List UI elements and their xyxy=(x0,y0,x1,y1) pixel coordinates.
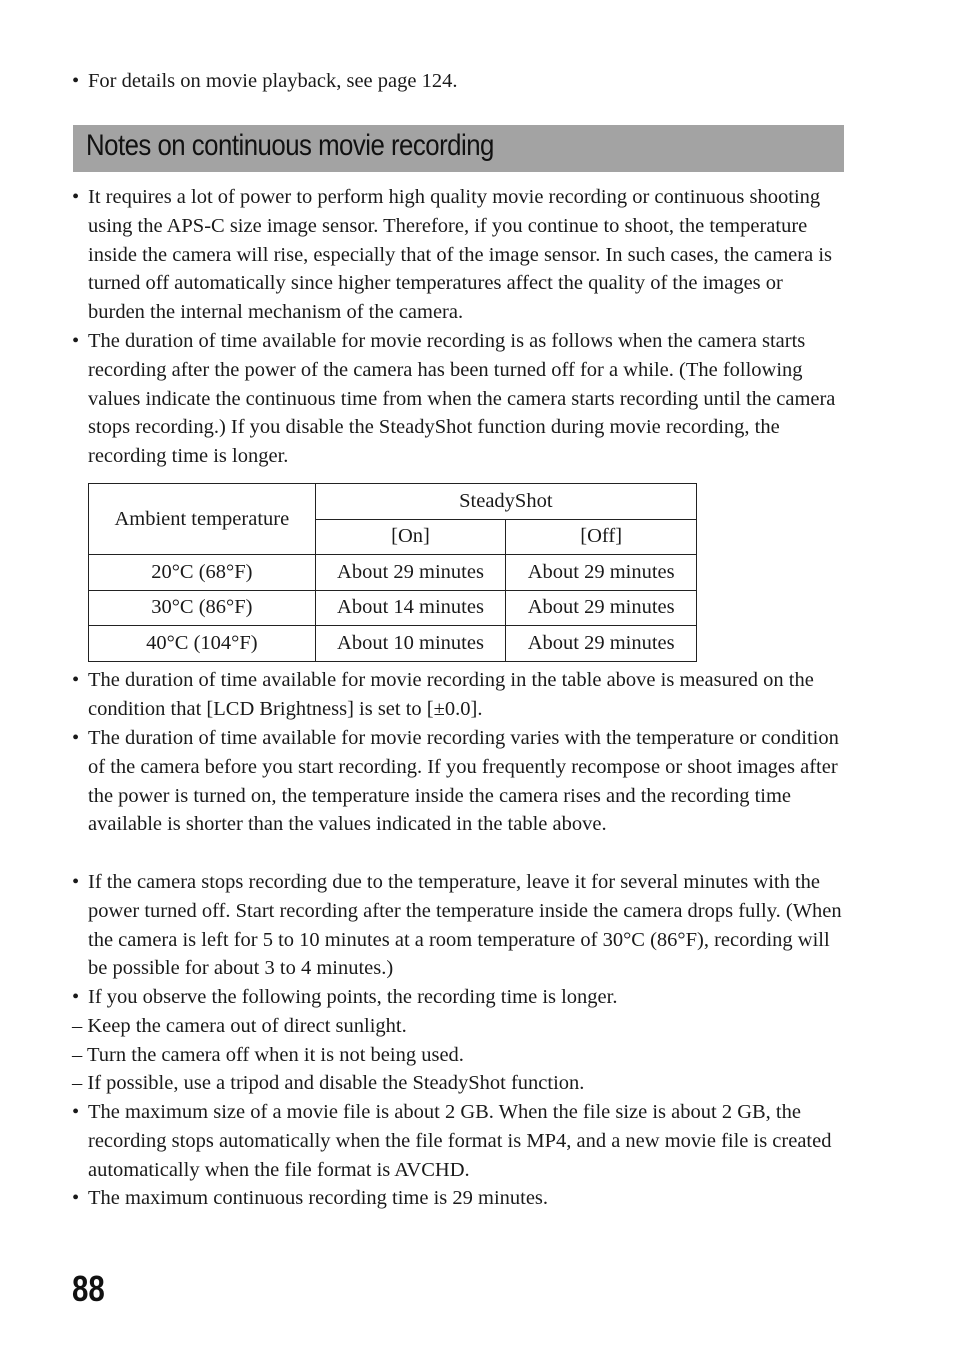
cell-on: About 14 minutes xyxy=(315,590,506,626)
bullet-text: The duration of time available for movie recording in the table above is measured on the condition that [LCD Brightness] is set to [±0.0]. xyxy=(88,669,814,720)
intro-note xyxy=(72,67,844,96)
bullet-item xyxy=(72,1184,844,1213)
cell-temperature: 20°C (68°F) xyxy=(89,555,316,591)
header-on: [On] xyxy=(315,519,506,555)
bullet-item xyxy=(72,724,844,839)
header-off: [Off] xyxy=(506,519,697,555)
cell-off: About 29 minutes xyxy=(506,590,697,626)
bullet-item xyxy=(72,983,844,1012)
table-row xyxy=(89,590,697,626)
recording-time-table xyxy=(88,483,697,662)
sub-item: – Turn the camera off when it is not being used. xyxy=(72,1044,464,1066)
cell-on: About 29 minutes xyxy=(315,555,506,591)
table-row xyxy=(89,626,697,662)
bullet-item xyxy=(72,666,844,724)
intro-note-text: For details on movie playback, see page 124. xyxy=(88,70,458,92)
cell-off: About 29 minutes xyxy=(506,626,697,662)
sub-item: – If possible, use a tripod and disable the SteadyShot function. xyxy=(72,1072,585,1094)
bullet-glyph: • xyxy=(72,186,80,208)
bullet-glyph: • xyxy=(72,727,80,749)
bullet-item xyxy=(72,327,844,471)
bullet-item xyxy=(72,868,844,983)
bullet-glyph: • xyxy=(72,871,80,893)
bullet-text: The maximum size of a movie file is about 2 GB. When the file size is about 2 GB, the recording stops automatically when the file format is MP4, and a new movie file is created automatically when the file format is AVCHD. xyxy=(88,1101,832,1181)
cell-off: About 29 minutes xyxy=(506,555,697,591)
cell-on: About 10 minutes xyxy=(315,626,506,662)
bullet-glyph: • xyxy=(72,669,80,691)
bullet-glyph: • xyxy=(72,986,80,1008)
bullet-text: If the camera stops recording due to the temperature, leave it for several minutes with the power turned off. Start recording after the temperature inside the camera drops fully. (When the camera is left for 5 to 10 minutes at a room temperature of 30°C (86°F), recording will be possible for about 3 to 4 minutes.) xyxy=(88,871,842,980)
section-header xyxy=(73,125,844,172)
bullet-text: The duration of time available for movie recording is as follows when the camera starts recording after the power of the camera has been turned off for a while. (The following values indicate the continuous time from when the camera starts recording until the camera stops recording.) If you disable the SteadyShot function during movie recording, the recording time is longer. xyxy=(88,330,836,468)
bullet-glyph: • xyxy=(72,1101,80,1123)
bullet-text: If you observe the following points, the recording time is longer. xyxy=(88,986,618,1008)
cell-temperature: 30°C (86°F) xyxy=(89,590,316,626)
bullet-glyph: • xyxy=(72,1187,80,1209)
section-title: Notes on continuous movie recording xyxy=(86,129,494,162)
bullet-glyph: • xyxy=(72,70,80,92)
bullet-text: The duration of time available for movie recording varies with the temperature or condition of the camera before you start recording. If you frequently recompose or shoot images after the power is turned on, the temperature inside the camera rises and the recording time available is shorter than the values indicated in the table above. xyxy=(88,727,839,836)
cell-temperature: 40°C (104°F) xyxy=(89,626,316,662)
bullet-glyph: • xyxy=(72,330,80,352)
table-header-row xyxy=(89,484,697,520)
bullet-text: It requires a lot of power to perform high quality movie recording or continuous shooting using the APS-C size image sensor. Therefore, if you continue to shoot, the temperature inside the camera will rise, especially that of the image sensor. In such cases, the camera is turned off automatically since higher temperatures affect the quality of the images or burden the internal mechanism of the camera. xyxy=(88,186,832,324)
bullet-text: The maximum continuous recording time is 29 minutes. xyxy=(88,1187,549,1209)
sub-item: – Keep the camera out of direct sunlight. xyxy=(72,1015,407,1037)
bullet-item xyxy=(72,1098,844,1184)
header-ambient-temperature: Ambient temperature xyxy=(89,484,316,555)
header-steadyshot: SteadyShot xyxy=(315,484,696,520)
bullet-item xyxy=(72,183,844,327)
page-number: 88 xyxy=(72,1268,105,1309)
table-row xyxy=(89,555,697,591)
